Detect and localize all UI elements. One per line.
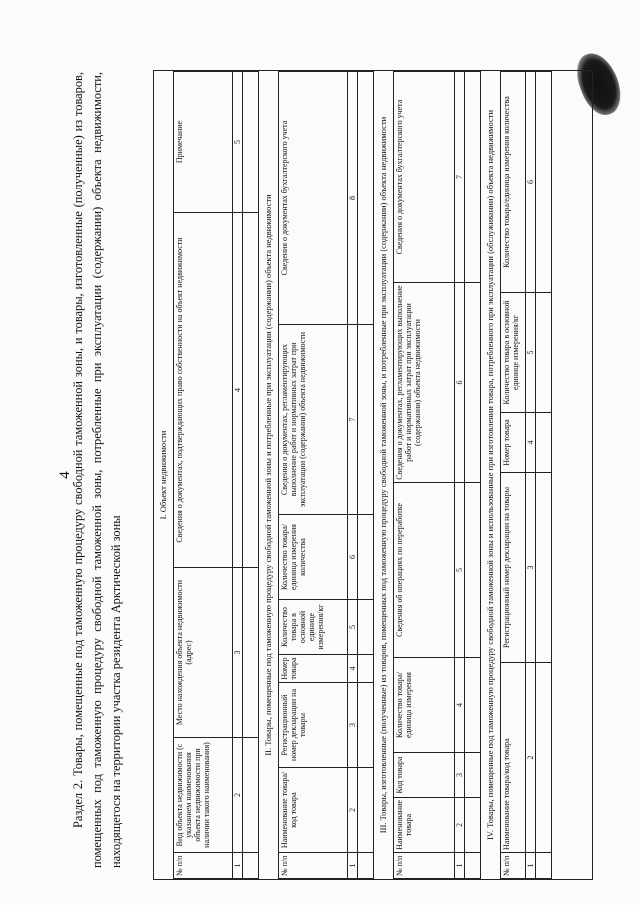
- s1-cell: [243, 738, 259, 853]
- section1-number-row: [233, 72, 243, 879]
- section2-header-row: [279, 72, 348, 879]
- s2-h-name: Наименование товара/код товара: [279, 768, 348, 853]
- s1-cell: [243, 72, 259, 213]
- s3-n7: 7: [455, 72, 465, 283]
- section4-empty-row: [536, 72, 552, 879]
- s1-n1: 1: [233, 853, 243, 879]
- s2-cell: [358, 600, 374, 655]
- section1-header-row: [174, 72, 233, 879]
- s1-h-num: № п/п: [174, 853, 233, 879]
- section2-title: II. Товары, помещенные под таможенную процедуру свободной таможенной зоны и потребленные при эксплуатации (содержании) объекта недвижимости: [263, 194, 273, 756]
- form-frame: [153, 70, 593, 880]
- s4-n4: 4: [526, 413, 536, 473]
- section1-title: I. Объект недвижимости: [158, 430, 168, 520]
- s2-h-acc-docs: Сведения о документах бухгалтерского учета: [279, 72, 348, 325]
- s3-cell: [465, 753, 481, 798]
- section2-empty-row: [358, 72, 374, 879]
- section2-number-row: [348, 72, 358, 879]
- s3-n2: 2: [455, 798, 465, 853]
- s4-cell: [536, 473, 552, 663]
- s3-cell: [465, 658, 481, 753]
- s1-n3: 3: [233, 568, 243, 738]
- s2-n4: 4: [348, 655, 358, 683]
- s4-h-qty-unit: Количество товара/единица измерения количества: [501, 72, 526, 293]
- section-heading: Раздел 2. Товары, помещенные под таможенную процедуру свободной таможенной зоны, и товары, изготовленные (полученные) из товаров, помещенных под таможенную процедуру свободной таможенной зоны, потребленные при эксплуатации (содержании) объекта недвижимости, находящегося на территории участка резидента Арктической зоны: [71, 72, 123, 868]
- s1-cell: [243, 853, 259, 879]
- section3-title: III. Товары, изготовленные (полученные) из товаров, помещенных под таможенную процедуру свободной таможенной зоны, и потребленные при эксплуатации (содержании) объекта недвижимости: [378, 116, 388, 834]
- s4-cell: [536, 293, 552, 413]
- page-number: 4: [57, 471, 73, 479]
- s2-cell: [358, 72, 374, 325]
- s3-n3: 3: [455, 753, 465, 798]
- section4-number-row: [526, 72, 536, 879]
- s3-h-acc-docs: Сведения о документах бухгалтерского учета: [394, 72, 455, 283]
- s3-h-qty: Количество товара/единица измерения: [394, 658, 455, 753]
- s3-h-norm-docs: Сведения о документах, регламентирующих выполнение работ и нормативных затрат при эксплуатации (содержании) объекта недвижимости: [394, 283, 455, 483]
- section4-table: [500, 71, 552, 879]
- section1-empty-row: [243, 72, 259, 879]
- s4-cell: [536, 853, 552, 879]
- s2-n1: 1: [348, 853, 358, 879]
- s1-cell: [243, 213, 259, 568]
- s2-n6: 6: [348, 515, 358, 600]
- s1-h-note: Примечание: [174, 72, 233, 213]
- s2-cell: [358, 325, 374, 515]
- s4-h-num: № п/п: [501, 853, 526, 879]
- s2-n3: 3: [348, 683, 358, 768]
- s2-h-num: № п/п: [279, 853, 348, 879]
- s2-h-qty-kg: Количество товара в основной единице измерения/кг: [279, 600, 348, 655]
- s3-cell: [465, 798, 481, 853]
- s2-h-norm-docs: Сведения о документах, регламентирующих выполнение работ и нормативных затрат при эксплуатации (содержании) объекта недвижимости: [279, 325, 348, 515]
- s3-n5: 5: [455, 483, 465, 658]
- s3-cell: [465, 853, 481, 879]
- s3-h-num: № п/п: [394, 853, 455, 879]
- s4-n2: 2: [526, 663, 536, 853]
- s2-n8: 8: [348, 72, 358, 325]
- s2-cell: [358, 853, 374, 879]
- section1-table: [173, 71, 259, 879]
- s3-n4: 4: [455, 658, 465, 753]
- s2-h-goodsnum: Номер товара: [279, 655, 348, 683]
- s2-cell: [358, 515, 374, 600]
- s4-n1: 1: [526, 853, 536, 879]
- s3-cell: [465, 483, 481, 658]
- section3-table: [393, 71, 481, 879]
- s2-n2: 2: [348, 768, 358, 853]
- s2-cell: [358, 768, 374, 853]
- section4-title: IV. Товары, помещенные под таможенную процедуру свободной таможенной зоны и использованные при изготовлении товара, потребленного при эксплуатации (обслуживании) объекта недвижимости: [485, 109, 495, 841]
- s4-cell: [536, 413, 552, 473]
- s1-cell: [243, 568, 259, 738]
- s3-h-processing: Сведения об операциях по переработке: [394, 483, 455, 658]
- section3-header-row: [394, 72, 455, 879]
- s1-n5: 5: [233, 72, 243, 213]
- section3-number-row: [455, 72, 465, 879]
- s4-h-goodsnum: Номер товара: [501, 413, 526, 473]
- s3-cell: [465, 72, 481, 283]
- s2-h-decl: Регистрационный номер декларации на товары: [279, 683, 348, 768]
- s1-h-address: Место нахождения объекта недвижимости (адрес): [174, 568, 233, 738]
- s3-h-code: Код товара: [394, 753, 455, 798]
- s4-n3: 3: [526, 473, 536, 663]
- s1-h-docs: Сведения о документах, подтверждающих право собственности на объект недвижимости: [174, 213, 233, 568]
- s2-cell: [358, 655, 374, 683]
- s1-n4: 4: [233, 213, 243, 568]
- s4-h-qty-kg: Количество товара в основной единице измерения/кг: [501, 293, 526, 413]
- s4-cell: [536, 663, 552, 853]
- s3-n6: 6: [455, 283, 465, 483]
- s1-h-type: Вид объекта недвижимости (с указанием наименования объекта недвижимости при наличии такого наименования): [174, 738, 233, 853]
- s4-n6: 6: [526, 72, 536, 293]
- s4-h-decl: Регистрационный номер декларации на товары: [501, 473, 526, 663]
- s4-h-name: Наименование товара/код товара: [501, 663, 526, 853]
- rotated-sheet: [55, 60, 605, 890]
- s4-n5: 5: [526, 293, 536, 413]
- s3-cell: [465, 283, 481, 483]
- s2-n5: 5: [348, 600, 358, 655]
- s2-cell: [358, 683, 374, 768]
- section2-table: [278, 71, 374, 879]
- s3-h-name: Наименование товара: [394, 798, 455, 853]
- s4-cell: [536, 72, 552, 293]
- s2-n7: 7: [348, 325, 358, 515]
- s2-h-qty-unit: Количество товара/единица измерения количества: [279, 515, 348, 600]
- s1-n2: 2: [233, 738, 243, 853]
- s3-n1: 1: [455, 853, 465, 879]
- section4-header-row: [501, 72, 526, 879]
- section3-empty-row: [465, 72, 481, 879]
